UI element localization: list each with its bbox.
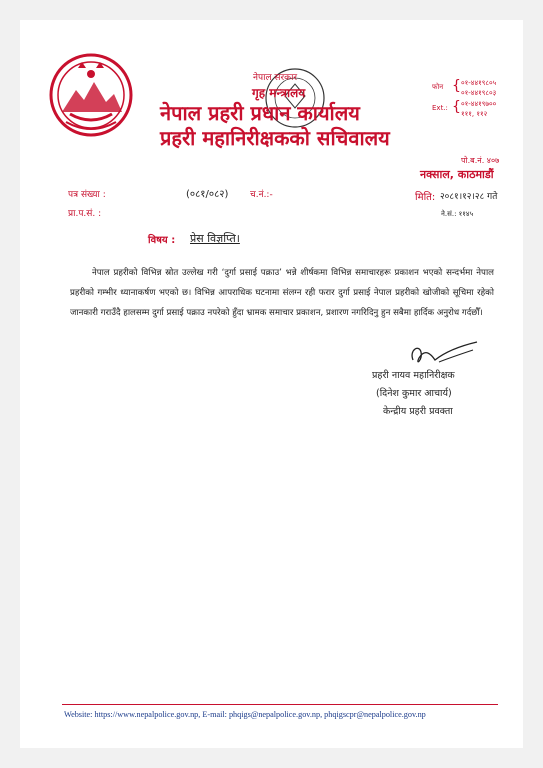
phone-label: फोन: [432, 83, 444, 91]
phone-bracket: {: [452, 78, 461, 94]
handwritten-signature-icon: [405, 338, 495, 368]
po-box: पो.ब.नं. ४०७: [461, 156, 500, 165]
header-top-line-2: गृह मन्त्रालय: [252, 86, 306, 100]
patra-sankhya-label: पत्र संख्या :: [68, 190, 106, 200]
reference-number: ने.सं.: ११४५: [441, 210, 474, 218]
ext-number-1: ०१-४४१९७००: [461, 100, 497, 108]
phone-number-1: ०१-४४१९८०५: [461, 79, 497, 87]
signatory-role: केन्द्रीय प्रहरी प्रवक्ता: [383, 406, 453, 417]
signatory-name: (दिनेश कुमार आचार्य): [376, 388, 452, 399]
nepal-emblem-icon: [48, 52, 134, 138]
ext-bracket: {: [452, 99, 461, 115]
pra-pa-label: प्रा.प.सं. :: [68, 209, 102, 219]
patra-sankhya-value: (०८१/०८२): [186, 189, 229, 200]
header-title-1: नेपाल प्रहरी प्रधान कार्यालय: [160, 101, 360, 125]
ext-label: Ext.:: [432, 104, 448, 112]
header-top-line-1: नेपाल सरकार: [253, 73, 298, 83]
footer-contact: Website: https://www.nepalpolice.gov.np, E-mail: phqigs@nepalpolice.gov.np, phqigscpr@nepalpolice.gov.np: [64, 710, 426, 719]
header-title-2: प्रहरी महानिरीक्षकको सचिवालय: [160, 126, 390, 150]
address: नक्साल, काठमाडौं: [420, 168, 494, 181]
subject-value: प्रेस विज्ञप्ति।: [190, 232, 240, 245]
chalani-number-label: च.नं.:-: [250, 190, 273, 200]
signatory-rank: प्रहरी नायव महानिरीक्षक: [372, 370, 455, 381]
footer-divider: [62, 704, 498, 705]
date-value: २०८१।१२।२८ गते: [440, 192, 498, 202]
ext-number-2: १११, ११२: [461, 110, 488, 118]
letter-body: नेपाल प्रहरीको विभिन्न स्रोत उल्लेख गरी ‘दुर्गा प्रसाई पक्राउ’ भन्ने शीर्षकमा विभिन्न समाचारहरू प्रकाशन भएको सन्दर्भमा नेपाल प्रहरीको गम्भीर ध्यानाकर्षण भएको छ। विभिन्न आपराधिक घटनामा संलग्न रही फरार दुर्गा प्रसाई नेपाल प्रहरीको खोजीको सूचिमा रहेको जानकारी गराउँदै हालसम्म दुर्गा प्रसाई पक्राउ नपरेको हुँदा भ्रामक समाचार प्रकाशन, प्रशारण नगरिदिनु हुन सबैमा हार्दिक अनुरोध गर्दछौँ।: [70, 268, 494, 318]
phone-number-2: ०१-४४१९८०३: [461, 89, 497, 97]
date-label: मिति:: [415, 192, 436, 203]
subject-label: विषय :: [148, 235, 176, 246]
